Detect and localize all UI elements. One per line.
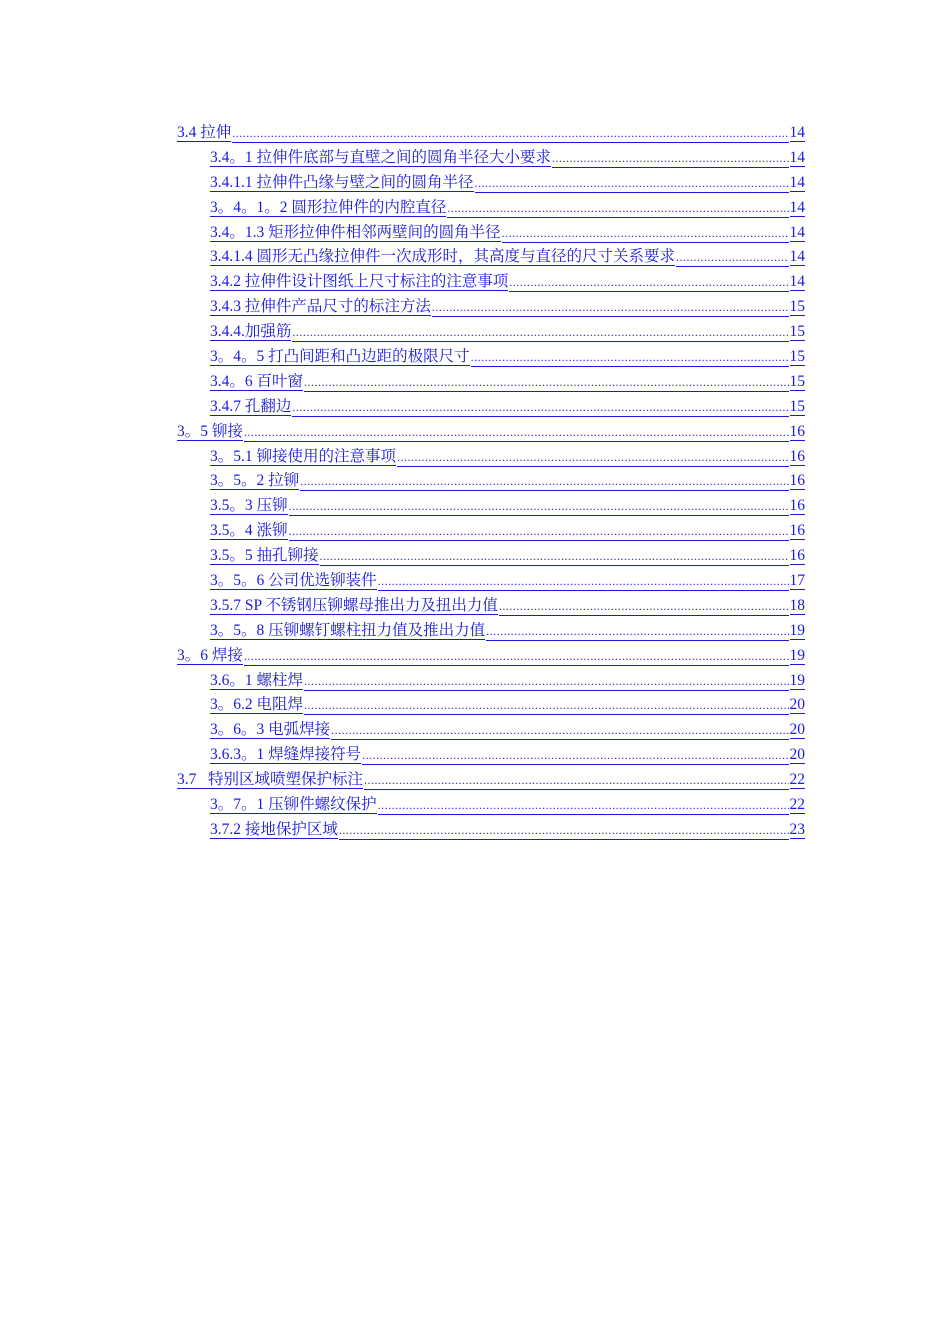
- toc-entry-page-number: 16: [789, 422, 805, 440]
- toc-entry-label: 3.4。1 拉伸件底部与直壁之间的圆角半径大小要求: [210, 148, 552, 166]
- toc-entry-page-number: 15: [789, 298, 805, 316]
- toc-entry-label: 3.4 拉伸: [177, 124, 232, 141]
- toc-entry-page-number: 16: [789, 522, 805, 540]
- toc-entry-label: 3。5 铆接: [177, 422, 243, 440]
- toc-dot-leader: [244, 648, 789, 666]
- toc-entry-label: 3.4.2 拉伸件设计图纸上尺寸标注的注意事项: [210, 273, 509, 291]
- toc-dot-leader: [292, 324, 788, 342]
- toc-dot-leader: [475, 175, 789, 193]
- toc-entry-label: 3.5。3 压铆: [210, 497, 288, 515]
- toc-entry[interactable]: [177, 696, 805, 721]
- toc-dot-leader: [499, 598, 789, 616]
- toc-dot-leader: [289, 498, 789, 516]
- toc-dot-leader: [292, 399, 788, 417]
- table-of-contents: [177, 124, 805, 846]
- toc-entry-label: 3。4。5 打凸间距和凸边距的极限尺寸: [210, 348, 470, 366]
- toc-entry[interactable]: [177, 821, 805, 846]
- toc-entry-page-number: 22: [789, 771, 805, 789]
- toc-dot-leader: [304, 673, 788, 691]
- toc-entry[interactable]: [177, 647, 805, 672]
- toc-entry-page-number: 14: [789, 198, 805, 216]
- toc-dot-leader: [331, 722, 788, 740]
- toc-entry[interactable]: [177, 547, 805, 572]
- toc-entry-label: 3.4。6 百叶窗: [210, 372, 304, 390]
- toc-entry-label: 3.5。5 抽孔铆接: [210, 547, 319, 565]
- toc-entry[interactable]: [177, 298, 805, 323]
- toc-dot-leader: [502, 225, 789, 243]
- toc-entry-label: 3.4。1.3 矩形拉伸件相邻两壁间的圆角半径: [210, 223, 501, 241]
- toc-entry-page-number: 16: [789, 472, 805, 490]
- toc-dot-leader: [397, 449, 788, 467]
- toc-entry-label: 3.6.3。1 焊缝焊接符号: [210, 746, 362, 764]
- toc-entry[interactable]: [177, 746, 805, 771]
- toc-entry[interactable]: [177, 721, 805, 746]
- toc-entry[interactable]: [177, 423, 805, 448]
- toc-entry-label: 3。6 焊接: [177, 646, 243, 664]
- toc-dot-leader: [232, 125, 788, 143]
- toc-entry-page-number: 19: [789, 646, 805, 664]
- toc-dot-leader: [378, 573, 789, 591]
- toc-dot-leader: [432, 299, 789, 317]
- toc-dot-leader: [364, 772, 788, 790]
- toc-entry[interactable]: [177, 522, 805, 547]
- toc-dot-leader: [447, 200, 788, 218]
- toc-entry-page-number: 23: [789, 820, 805, 838]
- toc-dot-leader: [304, 697, 788, 715]
- toc-entry-label: 3.4.3 拉伸件产品尺寸的标注方法: [210, 298, 431, 316]
- toc-entry-label: 3.7 特别区域喷塑保护标注: [177, 771, 364, 789]
- toc-entry-page-number: 15: [789, 397, 805, 415]
- toc-entry-page-number: 20: [789, 696, 805, 714]
- toc-entry[interactable]: [177, 622, 805, 647]
- toc-entry-page-number: 22: [789, 796, 805, 814]
- toc-entry-page-number: 16: [789, 497, 805, 515]
- toc-entry[interactable]: [177, 796, 805, 821]
- toc-entry[interactable]: [177, 199, 805, 224]
- toc-entry-page-number: 14: [789, 124, 805, 141]
- toc-dot-leader: [289, 523, 789, 541]
- toc-dot-leader: [486, 623, 788, 641]
- toc-entry-label: 3。5。8 压铆螺钉螺柱扭力值及推出力值: [210, 621, 486, 639]
- toc-entry-page-number: 20: [789, 721, 805, 739]
- toc-entry-page-number: 15: [789, 323, 805, 341]
- toc-entry[interactable]: [177, 448, 805, 473]
- toc-entry[interactable]: [177, 149, 805, 174]
- toc-dot-leader: [362, 747, 788, 765]
- toc-entry-label: 3。6.2 电阻焊: [210, 696, 304, 714]
- toc-entry-label: 3。4。1。2 圆形拉伸件的内腔直径: [210, 198, 447, 216]
- toc-entry-label: 3。5。6 公司优选铆装件: [210, 572, 377, 590]
- toc-dot-leader: [304, 374, 788, 392]
- toc-dot-leader: [320, 548, 789, 566]
- toc-entry-label: 3.4.4.加强筋: [210, 323, 292, 341]
- toc-entry-label: 3.4.1.4 圆形无凸缘拉伸件一次成形时，其高度与直径的尺寸关系要求: [210, 248, 676, 266]
- toc-entry-label: 3。5。2 拉铆: [210, 472, 300, 490]
- toc-entry-label: 3。6。3 电弧焊接: [210, 721, 331, 739]
- toc-entry-page-number: 17: [789, 572, 805, 590]
- toc-entry-page-number: 18: [789, 596, 805, 614]
- toc-entry-page-number: 14: [789, 223, 805, 241]
- toc-entry[interactable]: [177, 597, 805, 622]
- toc-entry[interactable]: [177, 497, 805, 522]
- toc-entry-page-number: 14: [789, 273, 805, 291]
- toc-entry-page-number: 15: [789, 372, 805, 390]
- toc-entry[interactable]: [177, 348, 805, 373]
- toc-entry-page-number: 15: [789, 348, 805, 366]
- toc-dot-leader: [676, 249, 788, 267]
- toc-entry-label: 3.4.7 孔翻边: [210, 397, 292, 415]
- toc-entry[interactable]: [177, 398, 805, 423]
- toc-dot-leader: [339, 822, 789, 840]
- toc-entry-label: 3.6。1 螺柱焊: [210, 671, 304, 689]
- toc-entry[interactable]: [177, 472, 805, 497]
- toc-entry[interactable]: [177, 572, 805, 597]
- toc-entry[interactable]: [177, 323, 805, 348]
- toc-entry-label: 3.7.2 接地保护区域: [210, 820, 338, 838]
- toc-entry[interactable]: [177, 672, 805, 697]
- toc-dot-leader: [509, 274, 788, 292]
- toc-entry-label: 3.5.7 SP 不锈钢压铆螺母推出力及扭出力值: [210, 596, 498, 614]
- toc-entry[interactable]: [177, 174, 805, 199]
- toc-entry-label: 3.5。4 涨铆: [210, 522, 288, 540]
- toc-entry-label: 3.4.1.1 拉伸件凸缘与壁之间的圆角半径: [210, 173, 474, 191]
- toc-dot-leader: [300, 473, 788, 491]
- toc-entry-page-number: 14: [789, 248, 805, 266]
- toc-entry[interactable]: [177, 771, 805, 796]
- toc-entry-page-number: 20: [789, 746, 805, 764]
- toc-entry-page-number: 14: [789, 173, 805, 191]
- toc-entry-page-number: 19: [789, 621, 805, 639]
- toc-dot-leader: [552, 150, 788, 168]
- toc-entry-page-number: 19: [789, 671, 805, 689]
- toc-dot-leader: [378, 797, 789, 815]
- toc-dot-leader: [471, 349, 789, 367]
- toc-entry-label: 3。5.1 铆接使用的注意事项: [210, 447, 397, 465]
- toc-entry[interactable]: [177, 124, 805, 149]
- toc-entry-label: 3。7。1 压铆件螺纹保护: [210, 796, 377, 814]
- toc-entry-page-number: 16: [789, 447, 805, 465]
- toc-entry-page-number: 14: [789, 148, 805, 166]
- toc-entry[interactable]: [177, 273, 805, 298]
- toc-entry[interactable]: [177, 224, 805, 249]
- toc-entry-page-number: 16: [789, 547, 805, 565]
- toc-dot-leader: [244, 424, 789, 442]
- toc-entry[interactable]: [177, 248, 805, 273]
- toc-entry[interactable]: [177, 373, 805, 398]
